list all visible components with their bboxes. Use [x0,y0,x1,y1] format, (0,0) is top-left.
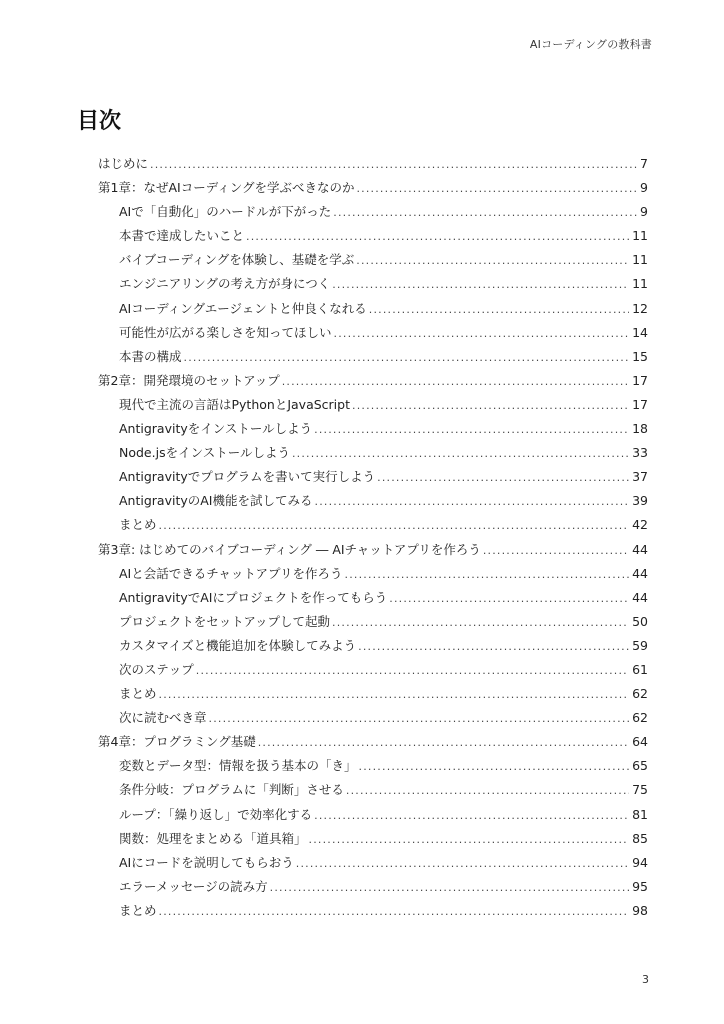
toc-entry-page-number: 44 [632,541,648,557]
dot-leader [184,346,630,370]
toc-entry-label: AIコーディングエージェントと仲良くなれる [119,300,367,316]
toc-section-entry[interactable] [98,562,648,586]
toc-entry-page-number: 18 [632,421,648,437]
toc-entry-page-number: 65 [632,758,648,774]
toc-entry-page-number: 95 [632,878,648,894]
dot-leader [159,900,630,924]
toc-entry-page-number: 33 [632,445,648,461]
toc-entry-page-number: 85 [632,830,648,846]
toc-entry-page-number: 42 [632,517,648,533]
toc-section-entry[interactable] [98,754,648,778]
toc-entry-page-number: 44 [632,589,648,605]
toc-entry-label: Node.jsをインストールしよう [119,445,290,461]
toc-entry-page-number: 61 [632,661,648,677]
toc-section-entry[interactable] [98,899,648,923]
toc-chapter-entry[interactable] [98,152,648,176]
dot-leader [332,611,629,635]
toc-entry-page-number: 59 [632,637,648,653]
toc-title: 目次 [77,109,122,134]
toc-entry-label: 第4章：プログラミング基礎 [98,734,256,750]
toc-section-entry[interactable] [98,441,648,465]
dot-leader [356,249,629,273]
toc-entry-label: AIにコードを説明してもらおう [119,854,294,870]
dot-leader [159,514,630,538]
toc-entry-page-number: 14 [632,324,648,340]
dot-leader [369,298,629,322]
dot-leader [282,370,629,394]
dot-leader [332,273,629,297]
toc-section-entry[interactable] [98,827,648,851]
toc-section-entry[interactable] [98,610,648,634]
dot-leader [196,659,629,683]
toc-entry-label: 関数：処理をまとめる「道具箱」 [119,830,307,846]
toc-entry-label: 第3章: はじめてのバイブコーディング ― AIチャットアプリを作ろう [98,541,481,557]
toc-chapter-entry[interactable] [98,176,648,200]
toc-entry-label: はじめに [98,156,149,171]
toc-entry-page-number: 62 [632,710,648,726]
toc-entry-label: 変数とデータ型：情報を扱う基本の「き」 [119,758,357,774]
dot-leader [296,852,629,876]
dot-leader [334,322,630,346]
toc-entry-page-number: 37 [632,469,648,485]
dot-leader [246,225,629,249]
toc-entry-label: 可能性が広がる楽しさを知ってほしい [119,324,332,340]
toc-section-entry[interactable] [98,345,648,369]
toc-entry-page-number: 7 [640,156,648,171]
toc-entry-page-number: 17 [632,396,648,412]
toc-entry-label: バイブコーディングを体験し、基礎を学ぶ [119,252,355,268]
toc-section-entry[interactable] [98,272,648,296]
toc-section-entry[interactable] [98,851,648,875]
dot-leader [359,755,630,779]
toc-chapter-entry[interactable] [98,369,648,393]
dot-leader [315,490,630,514]
toc-section-entry[interactable] [98,224,648,248]
toc-entry-page-number: 75 [632,782,648,798]
dot-leader [258,731,629,755]
toc-entry-label: 第2章：開発環境のセットアップ [98,372,280,388]
toc-section-entry[interactable] [98,706,648,730]
dot-leader [150,153,637,177]
toc-entry-label: エラーメッセージの読み方 [119,878,268,894]
toc-entry-page-number: 64 [632,734,648,750]
toc-section-entry[interactable] [98,513,648,537]
toc-entry-label: まとめ [119,902,157,918]
toc-entry-label: ループ：「繰り返し」で効率化する [119,806,313,822]
toc-entry-page-number: 9 [640,204,648,220]
dot-leader [159,683,630,707]
toc-entry-page-number: 11 [632,276,648,292]
toc-section-entry[interactable] [98,875,648,899]
toc-entry-page-number: 98 [632,902,648,918]
toc-entry-page-number: 94 [632,854,648,870]
toc-section-entry[interactable] [98,321,648,345]
page-number: 3 [642,973,649,986]
toc-entry-page-number: 15 [632,348,648,364]
running-header-book-title: AIコーディングの教科書 [529,38,652,51]
toc-entry-page-number: 50 [632,613,648,629]
toc-entry-page-number: 81 [632,806,648,822]
dot-leader [377,466,629,490]
toc-entry-page-number: 39 [632,493,648,509]
toc-entry-label: まとめ [119,517,157,533]
toc-chapter-entry[interactable] [98,538,648,562]
toc-entry-label: 条件分岐：プログラムに「判断」させる [119,782,344,798]
toc-entry-page-number: 9 [640,180,648,196]
dot-leader [333,201,637,225]
toc-entry-page-number: 12 [632,300,648,316]
toc-entry-page-number: 62 [632,686,648,702]
toc-entry-label: まとめ [119,686,157,702]
toc-section-entry[interactable] [98,658,648,682]
toc-entry-label: 本書の構成 [119,348,182,364]
toc-section-entry[interactable] [98,297,648,321]
toc-entry-label: 次に読むべき章 [119,710,207,726]
dot-leader [356,177,637,201]
toc-entry-label: Antigravityをインストールしよう [119,421,313,437]
dot-leader [345,563,630,587]
toc-entry-page-number: 11 [632,252,648,268]
dot-leader [309,828,630,852]
dot-leader [346,779,629,803]
dot-leader [292,442,629,466]
toc-entry-label: エンジニアリングの考え方が身につく [119,276,331,292]
dot-leader [270,876,629,900]
toc-entry-label: 第1章：なぜAIコーディングを学ぶべきなのか [98,180,355,196]
toc-section-entry[interactable] [98,200,648,224]
toc-entry-label: AIで「自動化」のハードルが下がった [119,204,332,220]
toc-section-entry[interactable] [98,417,648,441]
toc-entry-page-number: 17 [632,372,648,388]
dot-leader [314,418,629,442]
toc-list [98,152,648,923]
toc-entry-label: AIと会話できるチャットアプリを作ろう [119,565,343,581]
toc-entry-label: Antigravityでプログラムを書いて実行しよう [119,469,376,485]
toc-entry-page-number: 44 [632,565,648,581]
toc-entry-page-number: 11 [632,228,648,244]
toc-chapter-entry[interactable] [98,730,648,754]
toc-section-entry[interactable] [98,489,648,513]
dot-leader [358,635,629,659]
toc-entry-label: 次のステップ [119,661,194,677]
toc-section-entry[interactable] [98,803,648,827]
toc-section-entry[interactable] [98,682,648,706]
toc-section-entry[interactable] [98,634,648,658]
toc-section-entry[interactable] [98,465,648,489]
dot-leader [389,587,629,611]
toc-entry-label: カスタマイズと機能追加を体験してみよう [119,637,357,653]
toc-entry-label: プロジェクトをセットアップして起動 [119,613,331,629]
dot-leader [483,539,629,563]
toc-section-entry[interactable] [98,393,648,417]
dot-leader [209,707,630,731]
dot-leader [352,394,629,418]
toc-section-entry[interactable] [98,248,648,272]
toc-entry-label: AntigravityのAI機能を試してみる [119,493,313,509]
toc-section-entry[interactable] [98,778,648,802]
toc-entry-label: AntigravityでAIにプロジェクトを作ってもらう [119,589,388,605]
toc-entry-label: 現代で主流の言語はPythonとJavaScript [119,396,350,412]
dot-leader [314,804,629,828]
toc-section-entry[interactable] [98,586,648,610]
toc-entry-label: 本書で達成したいこと [119,228,245,244]
